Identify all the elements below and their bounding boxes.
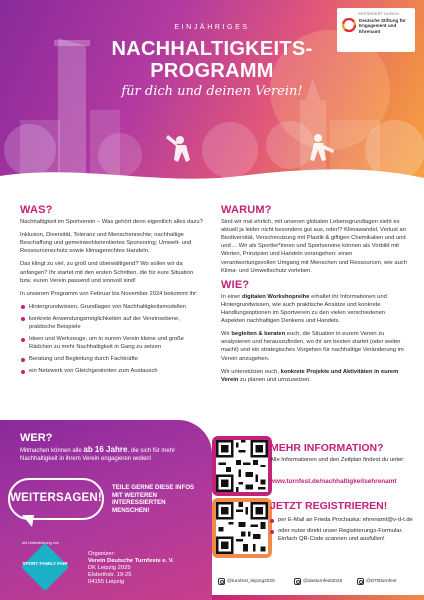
wie-p1-post: erhaltet ihr Informationen und Hintergrundwissen, wie auch praktische Ansätze und konkrete Handlungsoptionen im Sportverein zu den vielen verschiedenen Aspekten nachhaltigen Denkens und Handels. — [221, 293, 387, 325]
qr-code-register-icon[interactable] — [216, 502, 268, 554]
list-item: ein Netzwerk von Gleichgesinnten zum Austausch — [20, 367, 205, 375]
warum-wie-section — [221, 206, 407, 389]
social-handle-text: @dasturnfest2025 — [303, 578, 343, 584]
was-benefit-list — [20, 303, 205, 376]
wie-paragraph-1 — [221, 293, 407, 325]
mehr-heading: MEHR INFORMATION? — [270, 442, 384, 454]
organizer-block — [88, 551, 174, 586]
instagram-icon — [218, 578, 225, 585]
speech-bubble-tail — [22, 515, 34, 527]
list-item: Ideen und Werkzeuge, um in eurem Verein kleine und große Rädchen zu mehr Nachhaltigkeit in Gang zu setzen — [20, 335, 205, 351]
wer-heading: WER? — [20, 432, 53, 444]
mehr-text: Alle Informationen und den Zeitplan findest du unter: — [270, 457, 405, 463]
wie-p2-bold: begleiten & beraten — [231, 331, 286, 338]
was-paragraph-3: Das klingt zu viel, zu groß und überwältigend? Wo sollen wir da anfangen? Ihr startet mit den ersten Schritten, die für eure Situation bzw. euren Verein passend und sinnvoll sind! — [20, 261, 194, 284]
list-item: per E-Mail an Frieda Prochaska: ehrenamt@v-d-t.de — [270, 517, 416, 524]
hero-subtitle: für dich und deinen Verein! — [121, 84, 303, 99]
hero-kicker: EINJÄHRIGES — [174, 24, 250, 31]
sponsor-name: Deutsche Stiftung für Engagement und Ehrenamt — [359, 18, 406, 34]
weitersagen-label: WEITERSAGEN! — [10, 492, 102, 504]
list-item: Beratung und Begleitung durch Fachkräfte — [20, 355, 205, 363]
was-paragraph-4: In unserem Programm von Februar bis November 2024 bekommt ihr: — [20, 290, 198, 297]
wie-p3-post: zu planen und umzusetzen. — [238, 376, 311, 383]
list-item: oder nutze direkt unser Registrierungs-Formular. Einfach QR-Code scannen und ausfüllen! — [270, 528, 416, 543]
organizer-label: Organizer: — [88, 551, 116, 557]
bottom-accent-bar — [212, 595, 424, 600]
hero-banner — [0, 0, 424, 196]
register-list — [270, 517, 416, 547]
wie-paragraph-3 — [221, 368, 407, 384]
list-item: Hintergrundwissen, Grundlagen von Nachhaltigkeitsmodellen — [20, 303, 205, 311]
was-paragraph-1: Nachhaltigkeit im Sportverein – Was gehört denn eigentlich alles dazu? — [20, 219, 203, 226]
organizer-line2: Elsbethstr. 19-25 — [88, 572, 132, 578]
wie-p2-pre: Wir — [221, 331, 232, 338]
qr-code-info-icon[interactable] — [216, 440, 268, 492]
hero-title-line1: NACHHALTIGKEITS- — [111, 38, 313, 60]
was-section — [20, 206, 205, 380]
was-paragraph-2: Inklusion, Diversität, Toleranz und Menschenrechte; nachhaltige Beschaffung und gemeinwohlorientiertes Sponsoring; Umwelt- und Ressourcenschutz sowie klimagerechtes Handeln. — [20, 232, 192, 255]
wer-text-pre: Mitmachen können alle — [20, 448, 84, 454]
wie-p3-bold: konkrete Projekte und Aktivitäten in eurem Verein — [221, 368, 399, 383]
sport-family-fair-text: SPORT FAMILY FAIR — [22, 561, 68, 566]
wie-heading: WIE? — [221, 278, 250, 291]
register-heading: JETZT REGISTRIEREN! — [270, 500, 388, 512]
info-link[interactable]: www.turnfest.de/nachhaltigkeitsehrenamt — [270, 478, 397, 485]
organizer-name: Verein Deutsche Turnfeste e. V. — [88, 558, 174, 564]
was-heading: WAS? — [20, 204, 53, 216]
wie-p3-pre: Wir unterstützen euch, — [221, 368, 281, 375]
sponsor-kicker: GEFÖRDERT DURCH — [358, 12, 399, 16]
share-text: TEILE GERNE DIESE INFOS MIT WEITEREN INTERESSIERTEN MENSCHEN! — [112, 484, 195, 514]
social-handle-text: @DTBturnfest — [366, 578, 397, 584]
wie-paragraph-2 — [221, 330, 407, 362]
support-label: mit Unterstützung von — [22, 541, 59, 545]
social-handle-1[interactable] — [218, 576, 275, 586]
wer-age: ab 16 Jahre — [83, 445, 128, 454]
social-handle-3[interactable] — [357, 576, 396, 586]
wie-p1-pre: In einer — [221, 293, 242, 300]
hero-title-line2: PROGRAMM — [150, 60, 274, 82]
organizer-line3: 04155 Leipzig — [88, 579, 125, 585]
warum-heading: WARUM? — [221, 204, 272, 216]
list-item: konkrete Anwendungsmöglichkeiten auf der Vereinsebene, praktische Beispiele — [20, 315, 205, 331]
social-handle-text: @turnfest_leipzig2025 — [227, 578, 275, 584]
instagram-icon — [294, 578, 301, 585]
wie-p1-bold: digitalen Workshopreihe — [241, 293, 310, 300]
social-handle-2[interactable] — [294, 576, 342, 586]
instagram-icon — [357, 578, 364, 585]
wie-p2-post: euch, die Situation in eurem Verein zu analysieren und herauszufinden, wo ihr am besten startet (oder weiter macht) und ein strategisches Vorgehen für nachhaltige Veränderung im Verein anzugehen. — [221, 331, 404, 362]
warum-paragraph: Sind wir mal ehrlich, mit unseren globalen Lebensgrundlagen sieht es aktuell ja leider nicht besonders gut aus, oder!? Klimawandel, Verlust an Biodiversität, Verschmutzung mit Plastik & giftigen Chemikalien und und und ... Wir als Sportler*innen und Sportvereine können als Vorbild mit Werten, Prinzipien und Handeln vorangehen: einen verantwortungsvollen Umgang mit Menschen und Ressourcen, wie auch Klima- und Umweltschutz vorleben. — [221, 219, 407, 274]
wer-text-post: , die sich für mehr Nachhaltigkeit in ihrem Verein engagieren wollen! — [20, 448, 176, 463]
organizer-line1: DK Leipzig 2025 — [88, 565, 131, 571]
wer-text — [20, 446, 206, 463]
